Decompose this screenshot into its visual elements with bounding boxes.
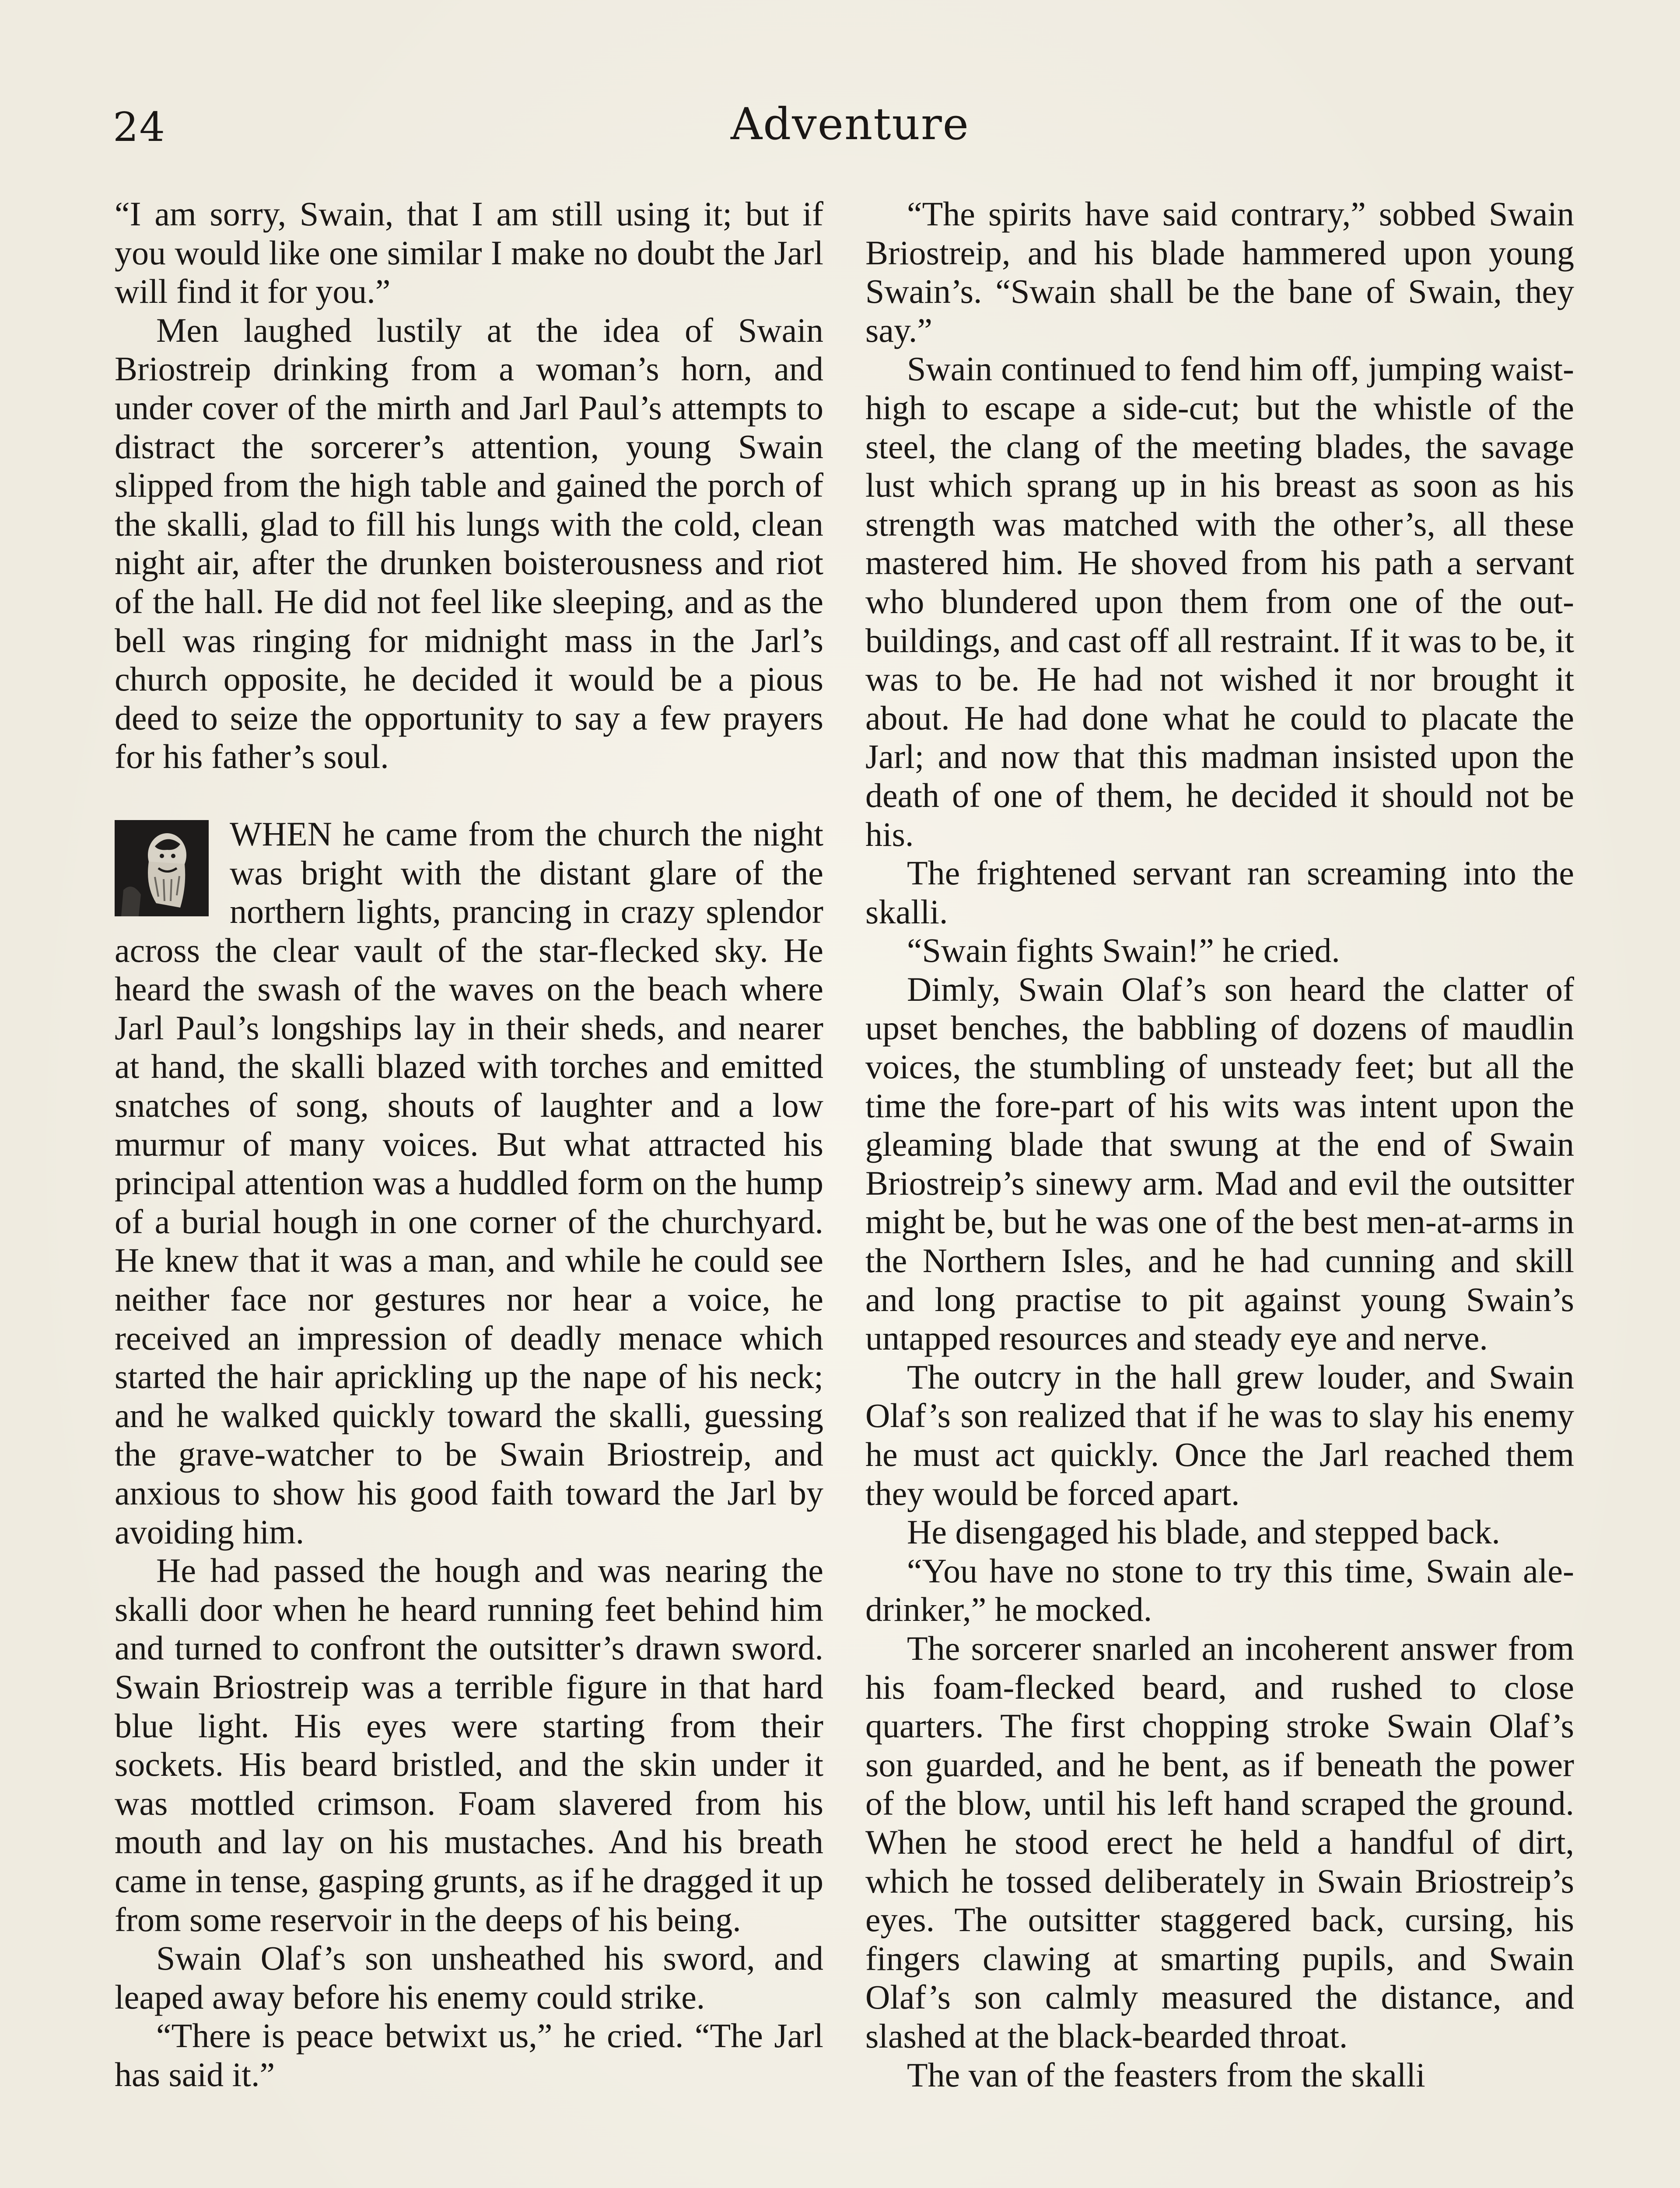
paragraph: “There is peace betwixt us,” he cried. “The Jarl has said it.” [115, 2016, 823, 2093]
paragraph: He had passed the hough and was nearing the skalli door when he heard running feet behind him and turned to confront the outsitter’s drawn sword. Swain Briostreip was a terrible figure in that hard blue light. His eyes were starting from their sockets. His beard bristled, and the skin under it was mottled crimson. Foam slavered from his mouth and lay on his mustaches. And his breath came in tense, gasping grunts, as if he dragged it up from some reservoir in the deeps of his being. [115, 1551, 823, 1939]
page-number: 24 [113, 104, 166, 151]
paragraph: “Swain fights Swain!” he cried. [907, 931, 1340, 970]
paragraph: Dimly, Swain Olaf’s son heard the clatter of upset benches, the babbling of dozens of maudlin voices, the stumbling of unsteady feet; but all the time the fore-part of his wits was intent upon the gleaming blade that swung at the end of Swain Briostreip’s sinewy arm. Mad and evil the outsitter might be, but he was one of the best men-at-arms in the Northern Isles, and he had cunning and skill and long practise to pit against young Swain’s untapped resources and steady eye and nerve. [865, 970, 1574, 1357]
running-head: Adventure [731, 98, 970, 150]
paragraph: The outcry in the hall grew louder, and Swain Olaf’s son realized that if he was to slay his enemy he must act quickly. Once the Jarl reached them they would be forced apart. [865, 1357, 1574, 1512]
paragraph: “The spirits have said contrary,” sobbed Swain Briostreip, and his blade hammered upon young Swain’s. “Swain shall be the bane of Swain, they say.” [865, 195, 1574, 349]
left-column [115, 195, 823, 2094]
right-column [865, 195, 1574, 2094]
paragraph: The sorcerer snarled an incoherent answer from his foam-flecked beard, and rushed to close quarters. The first chopping stroke Swain Olaf’s son guarded, and he bent, as if beneath the power of the blow, until his left hand scraped the ground. When he stood erect he held a handful of dirt, which he tossed deliberately in Swain Briostreip’s eyes. The outsitter staggered back, cursing, his fingers clawing at smarting pupils, and Swain Olaf’s son calmly measured the distance, and slashed at the black-bearded throat. [865, 1629, 1574, 2055]
paragraph: Swain Olaf’s son unsheathed his sword, and leaped away before his enemy could strike. [115, 1939, 823, 2016]
paragraph: The van of the feasters from the skalli [907, 2055, 1425, 2094]
paragraph: “You have no stone to try this time, Swain ale-drinker,” he mocked. [865, 1551, 1574, 1629]
dropcap-paragraph [115, 815, 823, 1551]
paragraph: Men laughed lustily at the idea of Swain Briostreip drinking from a woman’s horn, and under cover of the mirth and Jarl Paul’s attempts to distract the sorcerer’s attention, young Swain slipped from the high table and gained the porch of the skalli, glad to fill his lungs with the cold, clean night air, after the drunken boisterousness and riot of the hall. He did not feel like sleeping, and as the bell was ringing for midnight mass in the Jarl’s church opposite, he decided it would be a pious deed to seize the opportunity to say a few prayers for his father’s soul. [115, 311, 823, 776]
dropcap-paragraph-text: WHEN he came from the church the night was bright with the distant glare of the northern lights, prancing in crazy splendor across the clear vault of the star-flecked sky. He heard the swash of the waves on the beach where Jarl Paul’s longships lay in their sheds, and nearer at hand, the skalli blazed with torches and emitted snatches of song, shouts of laughter and a low murmur of many voices. But what attracted his principal attention was a huddled form on the hump of a burial hough in one corner of the churchyard. He knew that it was a man, and while he could see neither face nor gestures nor hear a voice, he received an impression of deadly menace which started the hair aprickling up the nape of his neck; and he walked quickly toward the skalli, guessing the grave-watcher to be Swain Briostreip, and anxious to show his good faith toward the Jarl by avoiding him. [115, 814, 823, 1551]
paragraph: “I am sorry, Swain, that I am still using it; but if you would like one similar I make no doubt the Jarl will find it for you.” [115, 195, 823, 311]
dropcap-portrait-icon [115, 820, 209, 916]
paragraph: Swain continued to fend him off, jumping waist-high to escape a side-cut; but the whistle of the steel, the clang of the meeting blades, the savage lust which sprang up in his breast as soon as his strength was matched with the other’s, all these mastered him. He shoved from his path a servant who blundered upon them from one of the out-buildings, and cast off all restraint. If it was to be, it was to be. He had not wished it nor brought it about. He had done what he could to placate the Jarl; and now that this madman insisted upon the death of one of them, he decided it should not be his. [865, 350, 1574, 853]
paragraph: The frightened servant ran screaming into the skalli. [865, 854, 1574, 931]
page-header [113, 98, 1587, 160]
paragraph: He disengaged his blade, and stepped back. [907, 1513, 1500, 1551]
